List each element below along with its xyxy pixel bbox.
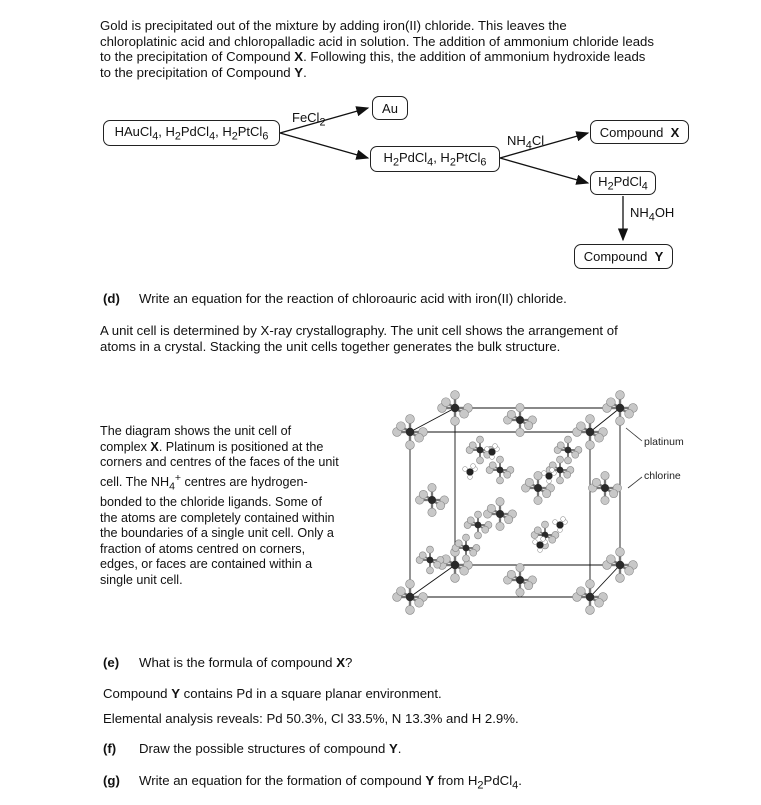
chlorine-atom: [451, 574, 460, 583]
chlorine-atom: [607, 398, 616, 407]
ptcl6-complex: [503, 563, 536, 596]
chlorine-atom: [616, 391, 625, 400]
legend-chlorine-label: chlorine: [644, 470, 681, 482]
chlorine-atom: [607, 555, 616, 564]
platinum-atom: [601, 484, 609, 492]
chlorine-atom: [601, 496, 609, 504]
ammonium-ion: [533, 537, 548, 553]
unit-cell-line-1: A unit cell is determined by X-ray crystallography. The unit cell shows the arrangement of: [100, 323, 618, 338]
compound-y-info-line-2: Elemental analysis reveals: Pd 50.3%, Cl 33.5%, N 13.3% and H 2.9%.: [103, 711, 519, 726]
question-f-text: Draw the possible structures of compound Y.: [139, 741, 402, 756]
chlorine-atom: [572, 451, 579, 458]
chlorine-atom: [556, 477, 563, 484]
au-label: Au: [382, 100, 398, 116]
ptcl6-complex: [393, 580, 428, 615]
ptcl6-complex: [393, 415, 428, 450]
intro-line-1: Gold is precipitated out of the mixture by adding iron(II) chloride. This leaves the: [100, 18, 567, 33]
chlorine-atom: [428, 508, 436, 516]
chlorine-atom: [487, 504, 495, 512]
fecl2-label: FeCl$_2$: [292, 110, 326, 129]
chlorine-atom: [586, 580, 595, 589]
chlorine-atom: [482, 526, 489, 533]
platinum-atom: [451, 561, 459, 569]
chlorine-atom: [496, 522, 504, 530]
ptcl6-complex: [415, 483, 448, 516]
chlorine-atom: [609, 489, 617, 497]
diagram-line: the boundaries of a single unit cell. Only a: [100, 526, 334, 541]
diagram-line: complex X. Platinum is positioned at the: [100, 439, 324, 454]
platinum-atom: [475, 522, 482, 529]
diagram-line: the atoms are completely contained within: [100, 510, 335, 525]
chlorine-atom: [426, 567, 433, 574]
intro-line-2: chloroplatinic acid and chloropalladic acid in solution. The addition of ammonium chloride leads: [100, 33, 654, 49]
start-mixture-label: HAuCl$_4$, $H_2PdCl_4$, $H_2PtCl_6$: [114, 123, 269, 143]
chlorine-atom: [507, 410, 515, 418]
chlorine-atom: [595, 433, 604, 442]
platinum-atom: [557, 467, 564, 474]
chlorine-atom: [586, 415, 595, 424]
chlorine-atom: [556, 456, 563, 463]
chlorine-atom: [426, 546, 433, 553]
chlorine-atom: [564, 436, 571, 443]
compound-y-label: Compound Y: [583, 249, 664, 264]
platinum-atom: [451, 404, 459, 412]
diagram-line: fraction of atoms centred on corners,: [100, 541, 306, 556]
chlorine-atom: [525, 478, 533, 486]
chlorine-atom: [415, 433, 424, 442]
legend-lines: [626, 428, 642, 488]
platinum-atom: [534, 484, 542, 492]
chlorine-atom: [516, 403, 524, 411]
platinum-atom: [463, 545, 470, 552]
h2pdcl4-label: $H_2PdCl_4$: [598, 173, 648, 193]
chlorine-atom: [616, 548, 625, 557]
platinum-atom: [586, 428, 594, 436]
chlorine-atom: [586, 441, 595, 450]
ptcl6-complex: [573, 580, 608, 615]
question-f-number: (f): [103, 741, 117, 756]
ptcl6-complex: [438, 548, 473, 583]
chlorine-atom: [516, 428, 524, 436]
chlorine-atom: [462, 555, 469, 562]
chlorine-atom: [592, 478, 600, 486]
intro-line-4: to the precipitation of Compound Y.: [100, 64, 307, 80]
diagram-line: The diagram shows the unit cell of: [100, 424, 292, 438]
chlorine-atom: [496, 456, 503, 463]
question-g-text: Write an equation for the formation of compound Y from $H_2PdCl_4$.: [139, 773, 522, 792]
chlorine-atom: [496, 497, 504, 505]
chlorine-atom: [586, 606, 595, 615]
chlorine-atom: [534, 496, 542, 504]
chlorine-atom: [406, 606, 415, 615]
chlorine-atom: [436, 501, 444, 509]
ammonium-ion: [463, 464, 478, 480]
question-e-text: What is the formula of compound X?: [139, 655, 353, 670]
platinum-atom: [406, 593, 414, 601]
chlorine-atom: [476, 436, 483, 443]
platinum-atom: [406, 428, 414, 436]
diagram-line: edges, or faces are contained within a: [100, 557, 313, 572]
compound-x-label: Compound X: [599, 124, 680, 140]
platinum-atom: [616, 561, 624, 569]
chlorine-atom: [406, 415, 415, 424]
chlorine-atom: [524, 581, 532, 589]
chlorine-atom: [476, 457, 483, 464]
chlorine-atom: [419, 490, 427, 498]
diagram-line: bonded to the chloride ligands. Some of: [100, 495, 322, 510]
chlorine-atom: [415, 598, 424, 607]
chlorine-atom: [601, 471, 609, 479]
chlorine-atom: [564, 471, 571, 478]
chlorine-atom: [460, 566, 469, 575]
chlorine-atom: [625, 566, 634, 575]
nh4cl-label: $NH_4Cl$: [507, 133, 545, 152]
chlorine-atom: [534, 527, 541, 534]
chlorine-atom: [595, 598, 604, 607]
chlorine-atom: [496, 477, 503, 484]
question-e: [103, 655, 352, 670]
mid-solution-label: $H_2PdCl_4$, $H_2PtCl_6$: [383, 149, 487, 169]
chlorine-atom: [616, 417, 625, 426]
chlorine-atom: [549, 536, 556, 543]
platinum-atom: [428, 496, 436, 504]
platinum-atom: [477, 447, 484, 454]
diagram-line: cell. The $NH_4^+$ centres are hydrogen-: [100, 471, 308, 493]
ammonium-ion: [553, 517, 568, 533]
ptcl6-complex: [486, 456, 514, 484]
chlorine-atom: [451, 391, 460, 400]
question-d-text: Write an equation for the reaction of chloroauric acid with iron(II) chloride.: [139, 291, 567, 306]
ptcl6-complex: [588, 471, 621, 504]
chlorine-atom: [397, 422, 406, 431]
question-d-number: (d): [103, 291, 120, 306]
question-e-number: (e): [103, 655, 120, 670]
question-g: [103, 773, 522, 792]
unit-cell-line-2: atoms in a crystal. Stacking the unit cells together generates the bulk structure.: [100, 338, 561, 354]
chlorine-atom: [428, 483, 436, 491]
chlorine-atom: [541, 521, 548, 528]
chlorine-atom: [534, 471, 542, 479]
chlorine-atom: [516, 563, 524, 571]
platinum-atom: [516, 576, 524, 584]
ptcl6-complex: [438, 391, 473, 426]
chlorine-atom: [577, 587, 586, 596]
platinum-atom: [586, 593, 594, 601]
ptcl6-complex: [573, 415, 608, 450]
chlorine-atom: [470, 549, 477, 556]
platinum-atom: [565, 447, 572, 454]
chlorine-atom: [557, 442, 564, 449]
nh4oh-label: $NH_4OH$: [630, 205, 675, 224]
ptcl6-complex: [416, 546, 444, 574]
chlorine-atom: [542, 489, 550, 497]
chlorine-atom: [455, 540, 462, 547]
compound-y-info-line-1: Compound Y contains Pd in a square planar environment.: [103, 686, 442, 701]
platinum-atom: [516, 416, 524, 424]
chlorine-atom: [451, 417, 460, 426]
question-f: [103, 741, 401, 756]
chlorine-atom: [577, 422, 586, 431]
chlorine-atom: [504, 471, 511, 478]
diagram-line: single unit cell.: [100, 573, 183, 588]
ptcl6-complex: [603, 391, 638, 426]
chlorine-atom: [467, 517, 474, 524]
chlorine-atom: [524, 421, 532, 429]
platinum-atom: [616, 404, 624, 412]
chlorine-atom: [406, 441, 415, 450]
ptcl6-complex: [531, 521, 559, 549]
platinum-atom: [496, 510, 504, 518]
platinum-atom: [497, 467, 504, 474]
chlorine-atom: [504, 515, 512, 523]
chlorine-atom: [397, 587, 406, 596]
chlorine-atom: [474, 532, 481, 539]
chlorine-atom: [516, 588, 524, 596]
chlorine-atom: [460, 409, 469, 418]
platinum-atom: [427, 557, 434, 564]
chlorine-atom: [442, 398, 451, 407]
diagram-line: corners and centres of the faces of the unit: [100, 455, 339, 470]
ptcl6-complex: [603, 548, 638, 583]
chlorine-atom: [462, 534, 469, 541]
chlorine-atom: [507, 570, 515, 578]
chlorine-atom: [625, 409, 634, 418]
chlorine-atom: [406, 580, 415, 589]
chlorine-atom: [469, 442, 476, 449]
chlorine-atom: [489, 462, 496, 469]
question-g-number: (g): [103, 773, 120, 788]
chlorine-atom: [434, 561, 441, 568]
intro-line-3: to the precipitation of Compound X. Following this, the addition of ammonium hydroxide leads: [100, 49, 646, 65]
chlorine-atom: [616, 574, 625, 583]
complex-units: [393, 391, 638, 615]
chlorine-atom: [419, 552, 426, 559]
chlorine-atom: [564, 457, 571, 464]
legend-platinum-label: platinum: [644, 436, 684, 448]
chlorine-atom: [474, 511, 481, 518]
